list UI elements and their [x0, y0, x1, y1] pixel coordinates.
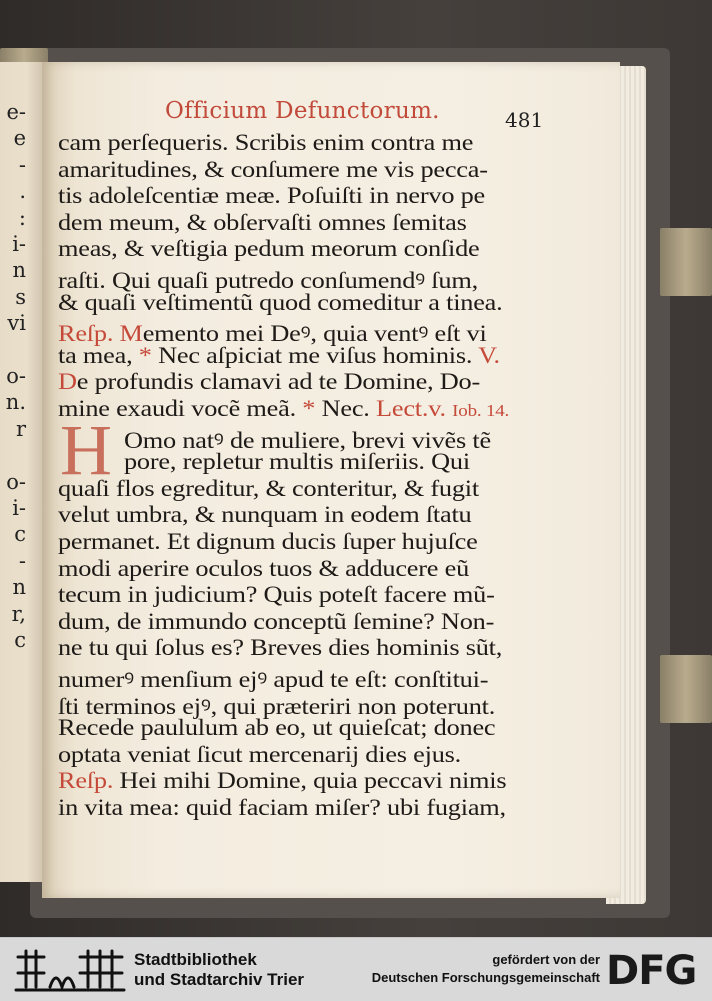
rubric-text: V.	[478, 342, 500, 369]
left-page-fragment: :	[18, 205, 26, 230]
text-line	[58, 236, 480, 263]
line-text: pore, repletur multis miſeriis. Qui	[124, 449, 470, 476]
left-page-fragment: i-	[12, 496, 26, 520]
footer-bar	[0, 937, 712, 1001]
line-text: tis adoleſcentiæ meæ. Poſuiſti in nervo pe	[58, 183, 486, 210]
rubric-text: Reſp.	[58, 768, 120, 795]
left-page-fragment: s	[15, 284, 26, 309]
line-text: Nec.	[315, 396, 377, 422]
text-line	[58, 290, 503, 317]
line-text: numerꝰ menſium ejꝰ apud te eſt: conſtitui-	[58, 667, 489, 693]
line-text: quaſi flos egreditur, & conteritur, & fugit	[58, 475, 479, 502]
funding-line-2: Deutschen Forschungsgemeinschaft	[371, 970, 600, 985]
line-text: dum, de immundo conceptũ ſemine? Non-	[58, 608, 495, 635]
line-text: e profundis clamavi ad te Domine, Do-	[76, 369, 481, 396]
left-page-fragment: -	[18, 152, 26, 177]
left-page	[0, 62, 44, 882]
text-line	[58, 183, 485, 210]
line-text: velut umbra, & nunquam in eodem ſtatu	[58, 502, 472, 529]
drop-cap: H	[60, 410, 112, 490]
line-text: & quaſi veſtimentũ quod comeditur a tinea.	[58, 289, 503, 316]
left-page-fragment: n	[12, 575, 26, 600]
text-line	[124, 449, 470, 476]
text-line	[58, 476, 479, 503]
left-page-fragment: c	[14, 522, 26, 547]
funding-line-1: gefördert von der	[492, 952, 600, 967]
line-text: ſti terminos ejꝰ, qui præteriri non poterunt.	[58, 693, 496, 720]
running-head: Officium Defunctorum.	[165, 98, 440, 124]
line-text: tecum in judicium? Quis poteſt facere mũ-	[58, 582, 495, 609]
left-page-fragment: n	[12, 258, 26, 283]
text-line	[58, 210, 467, 237]
text-line	[58, 369, 480, 396]
funding-note	[372, 951, 600, 987]
left-page-fragment: e	[13, 126, 26, 151]
left-page-fragment: i-	[12, 232, 26, 256]
text-line	[58, 529, 478, 556]
text-line	[58, 502, 471, 529]
line-text: cam perſequeris. Scribis enim contra me	[58, 130, 474, 156]
left-page-fragment: o-	[6, 469, 26, 494]
line-text: optata veniat ſicut mercenarij dies ejus.	[58, 741, 462, 768]
left-page-fragment: r,	[11, 601, 26, 626]
institution-line-2: und Stadtarchiv Trier	[134, 970, 305, 989]
line-text: raſti. Qui quaſi putredo conſumendꝰ ſum,	[58, 268, 478, 294]
left-page-fragment: c	[14, 628, 26, 652]
line-text: permanet. Et dignum ducis ſuper hujuſce	[58, 529, 478, 555]
rubric-text: Lect.v.	[376, 396, 453, 422]
left-page-fragment: e-	[6, 100, 26, 124]
line-text: Nec aſpiciat me viſus hominis.	[151, 342, 479, 369]
left-page-fragment: vi	[7, 311, 26, 336]
book-clasp-top	[660, 228, 712, 296]
text-line	[58, 556, 469, 583]
text-line	[58, 343, 500, 370]
line-text: dem meum, & obſervaſti omnes ſemitas	[58, 209, 467, 236]
left-page-fragment: o-	[6, 364, 26, 388]
text-line	[58, 635, 502, 662]
line-text: ta mea,	[58, 342, 139, 369]
text-line	[58, 130, 473, 157]
trier-logo-icon	[14, 947, 126, 993]
line-text: ne tu qui ſolus es? Breves dies hominis sũt,	[58, 635, 503, 662]
rubric-text: Iob. 14.	[452, 401, 510, 420]
text-line	[58, 795, 506, 822]
left-page-fragment: -	[18, 548, 26, 573]
left-page-fragment: .	[19, 179, 26, 204]
line-text: Hei mihi Domine, quia peccavi nimis	[119, 768, 507, 795]
text-line	[58, 609, 494, 636]
dfg-logo: DFG	[606, 948, 697, 994]
rubric-text: *	[138, 342, 152, 369]
left-page-fragment: n.	[5, 390, 26, 415]
page-number: 481	[505, 108, 544, 132]
rubric-text: D	[58, 369, 77, 396]
text-line	[58, 396, 509, 423]
line-text: amaritudines, & conſumere me vis pecca-	[58, 156, 488, 183]
text-line	[58, 582, 495, 609]
institution-line-1: Stadtbibliothek	[134, 950, 257, 969]
text-line	[58, 742, 461, 769]
line-text: in vita mea: quid faciam miſer? ubi fugiam,	[58, 795, 506, 821]
line-text: modi aperire oculos tuos & adducere eũ	[58, 555, 470, 582]
line-text: meas, & veſtigia pedum meorum conſide	[58, 236, 480, 263]
rubric-text: Reſp. M	[58, 321, 143, 348]
institution-name	[134, 950, 304, 990]
rubric-text: *	[302, 396, 316, 422]
line-text: mine exaudi vocẽ meã.	[58, 396, 303, 422]
left-page-fragment: r	[15, 416, 26, 441]
text-line	[58, 715, 495, 742]
book-clasp-bottom	[660, 655, 712, 723]
text-line	[58, 157, 488, 184]
line-text: Omo natꝰ de muliere, brevi vivẽs tẽ	[124, 427, 491, 454]
line-text: emento mei Deꝰ, quia ventꝰ eſt vi	[142, 321, 487, 348]
line-text: Recede paululum ab eo, ut quieſcat; donec	[58, 715, 496, 742]
text-line	[58, 768, 506, 795]
